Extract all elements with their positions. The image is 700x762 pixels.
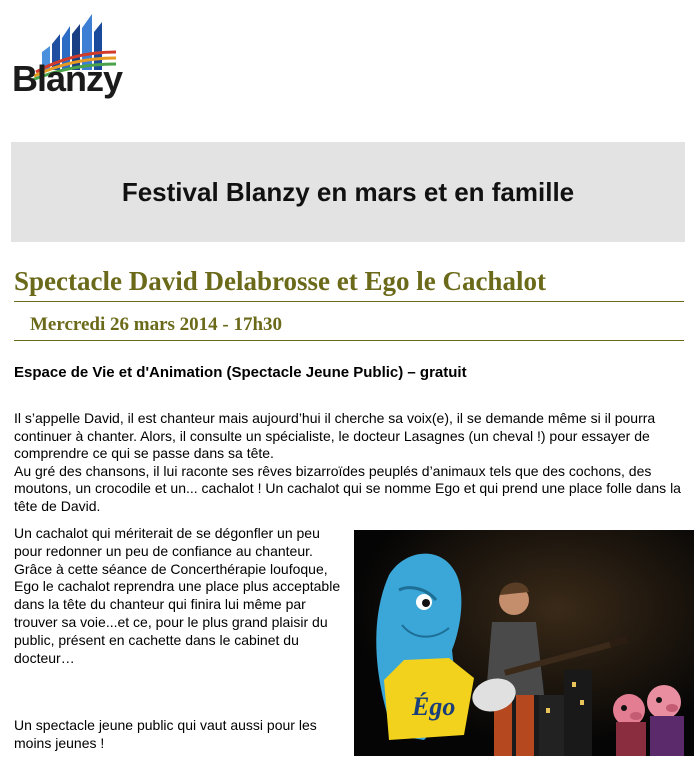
show-photo-illustration	[354, 530, 694, 756]
event-date-line	[14, 314, 684, 341]
logo-wordmark: Blanzy	[12, 58, 123, 99]
description-paragraph: Il s’appelle David, il est chanteur mais aujourd’hui il cherche sa voix(e), il se demande même si il pourra continuer à chanter. Alors, il consulte un spécialiste, le docteur Lasagnes (un cheval !) pour essayer de comprendre ce qui se passe dans sa tête.	[14, 410, 656, 461]
event-title: Spectacle David Delabrosse et Ego le Cachalot	[14, 266, 684, 302]
show-photo	[354, 530, 694, 756]
closing-line: Un spectacle jeune public qui vaut aussi pour les moins jeunes !	[14, 717, 317, 751]
description-top	[14, 410, 686, 515]
shirt-text: Égo	[412, 692, 456, 721]
description-paragraph: Au gré des chansons, il lui raconte ses rêves bizarroïdes peuplés d’animaux tels que des cochons, des moutons, un crocodile et un... cachalot ! Un cachalot qui se nomme Ego et qui prend une place folle dans la tête de David.	[14, 462, 681, 514]
festival-banner	[11, 142, 685, 242]
festival-title: Festival Blanzy en mars et en famille	[121, 176, 575, 207]
description-paragraph: Un cachalot qui mériterait de se dégonfler un peu pour redonner un peu de confiance au chanteur. Grâce à cette séance de Concerthérapie loufoque, Ego le cachalot reprendra une place plus acceptable dans la tête du chanteur qui finira lui même par trouver sa voie...et ce, pour le plus grand plaisir du public, présent en cachette dans le cabinet du docteur…	[14, 525, 341, 666]
event-venue: Espace de Vie et d'Animation (Spectacle Jeune Public) – gratuit	[14, 364, 467, 381]
event-date: Mercredi 26 mars 2014 - 17h30	[30, 314, 283, 335]
description-left	[14, 525, 349, 667]
